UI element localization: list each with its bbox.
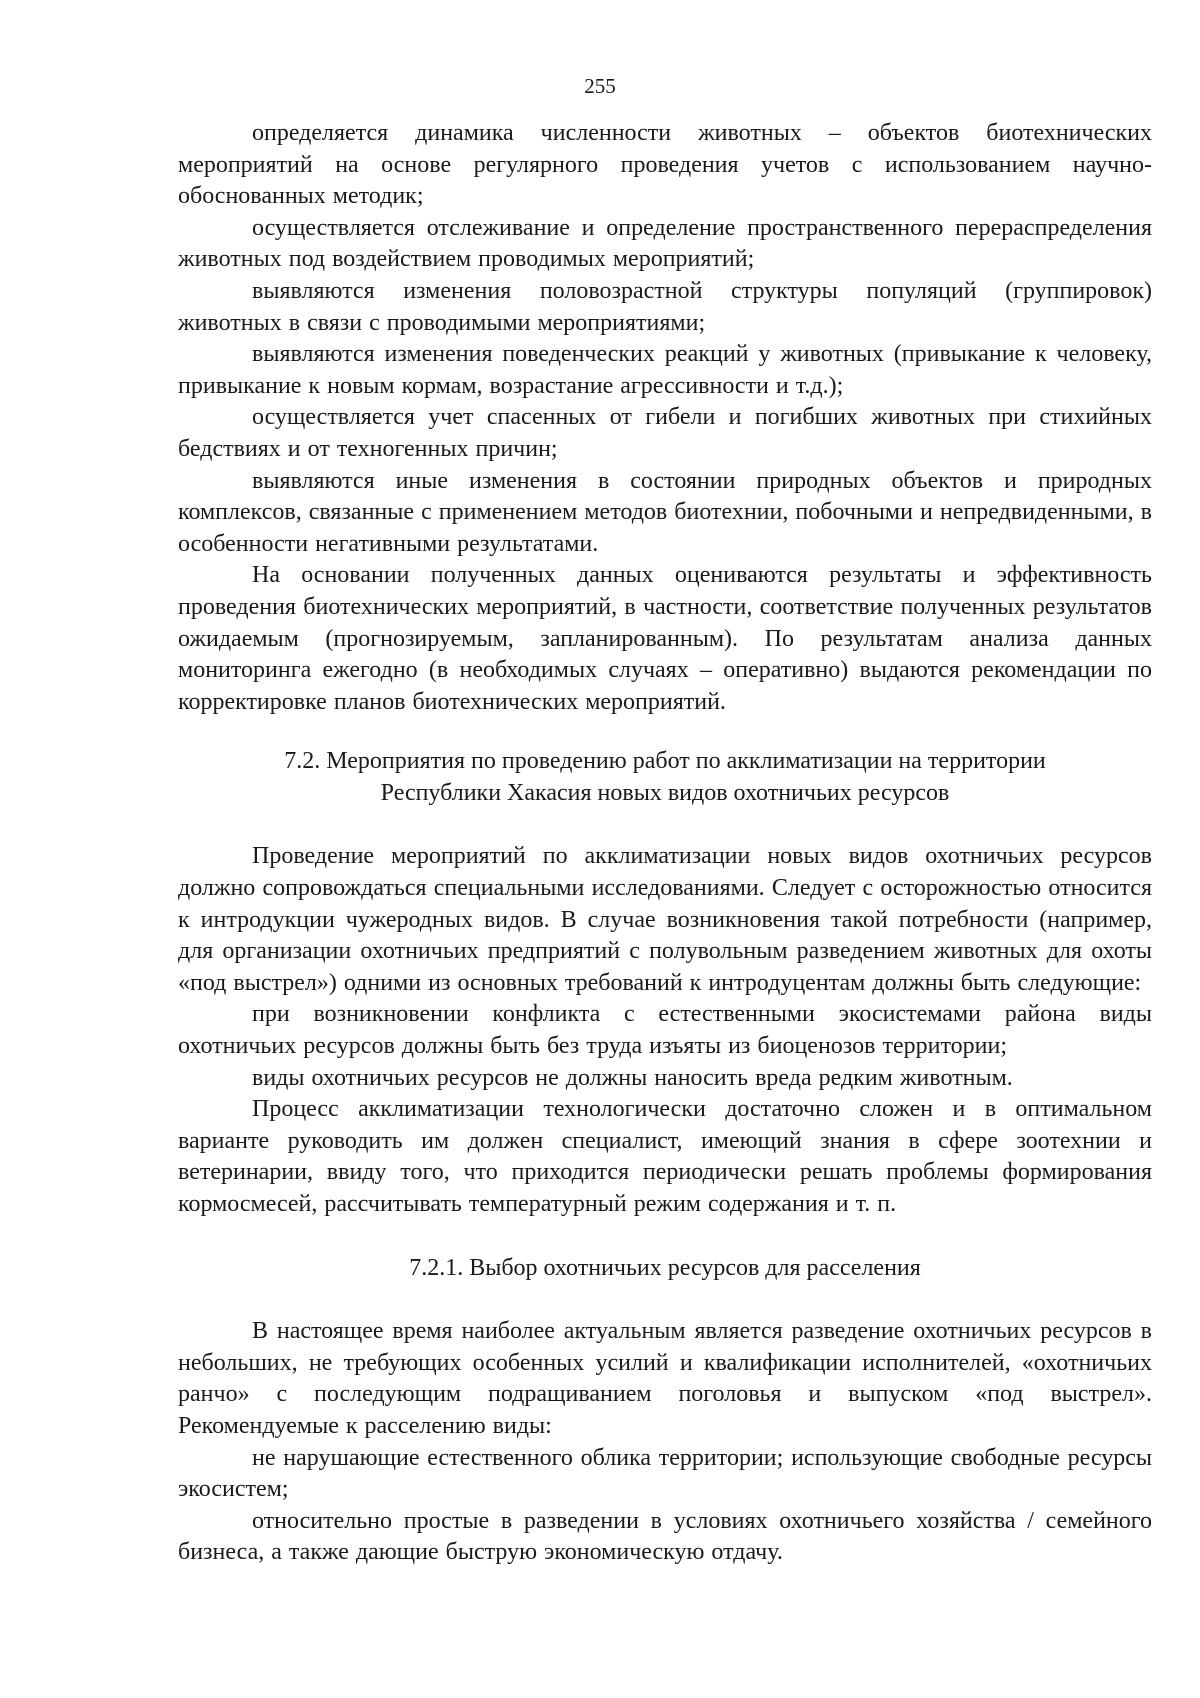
paragraph: определяется динамика численности животных – объектов биотехнических мероприятий на основе регулярного проведения учетов с использованием научно-обоснованных методик;	[178, 120, 1152, 210]
paragraph: выявляются изменения поведенческих реакций у животных (привыкание к человеку, привыкание к новым кормам, возрастание агрессивности и т.д.);	[178, 341, 1152, 399]
page-content	[178, 118, 1152, 1569]
paragraph: выявляются иные изменения в состоянии природных объектов и природных комплексов, связанные с применением методов биотехнии, побочными и непредвиденными, в особенности негативными результатами.	[178, 467, 1152, 557]
paragraph: выявляются изменения половозрастной структуры популяций (группировок) животных в связи с проводимыми мероприятиями;	[178, 277, 1152, 336]
paragraph: относительно простые в разведении в условиях охотничьего хозяйства / семейного бизнеса, а также дающие быструю экономическую отдачу.	[178, 1507, 1152, 1566]
page-number: 255	[584, 74, 616, 98]
paragraph: осуществляется учет спасенных от гибели и погибших животных при стихийных бедствиях и от техногенных причин;	[178, 404, 1152, 462]
section-heading-7-2-1: 7.2.1. Выбор охотничьих ресурсов для расселения	[409, 1254, 921, 1281]
section-heading-7-2	[178, 746, 1152, 809]
paragraph: Проведение мероприятий по акклиматизации новых видов охотничьих ресурсов должно сопровождаться специальными исследованиями. Следует с осторожностью относится к интродукции чужеродных видов. В случае возникновения такой потребности (например, для организации охотничьих предприятий с полувольным разведением животных для охоты «под выстрел») одними из основных требований к интродуцентам должны быть следующие:	[178, 843, 1152, 996]
paragraph: На основании полученных данных оцениваются результаты и эффективность проведения биотехнических мероприятий, в частности, соответствие полученных результатов ожидаемым (прогнозируемым, запланированным). По результатам анализа данных мониторинга ежегодно (в необходимых случаях – оперативно) выдаются рекомендации по корректировке планов биотехнических мероприятий.	[178, 562, 1152, 715]
paragraph: Процесс акклиматизации технологически достаточно сложен и в оптимальном варианте руководить им должен специалист, имеющий знания в сфере зоотехнии и ветеринарии, ввиду того, что приходится периодически решать проблемы формирования кормосмесей, рассчитывать температурный режим содержания и т. п.	[178, 1096, 1152, 1217]
paragraph: В настоящее время наиболее актуальным является разведение охотничьих ресурсов в небольших, не требующих особенных усилий и квалификации исполнителей, «охотничьих ранчо» с последующим подращиванием поголовья и выпуском «под выстрел». Рекомендуемые к расселению виды:	[178, 1318, 1152, 1439]
section-heading-line: 7.2. Мероприятия по проведению работ по акклиматизации на территории	[284, 748, 1046, 775]
paragraph: осуществляется отслеживание и определение пространственного перераспределения животных под воздействием проводимых мероприятий;	[178, 214, 1152, 273]
paragraph: не нарушающие естественного облика территории; использующие свободные ресурсы экосистем;	[178, 1444, 1152, 1503]
section-heading-line: Республики Хакасия новых видов охотничьих ресурсов	[380, 779, 950, 806]
paragraph: виды охотничьих ресурсов не должны наносить вреда редким животным.	[252, 1064, 1013, 1091]
paragraph: при возникновении конфликта с естественными экосистемами района виды охотничьих ресурсов должны быть без труда изъяты из биоценозов территории;	[178, 1001, 1152, 1060]
